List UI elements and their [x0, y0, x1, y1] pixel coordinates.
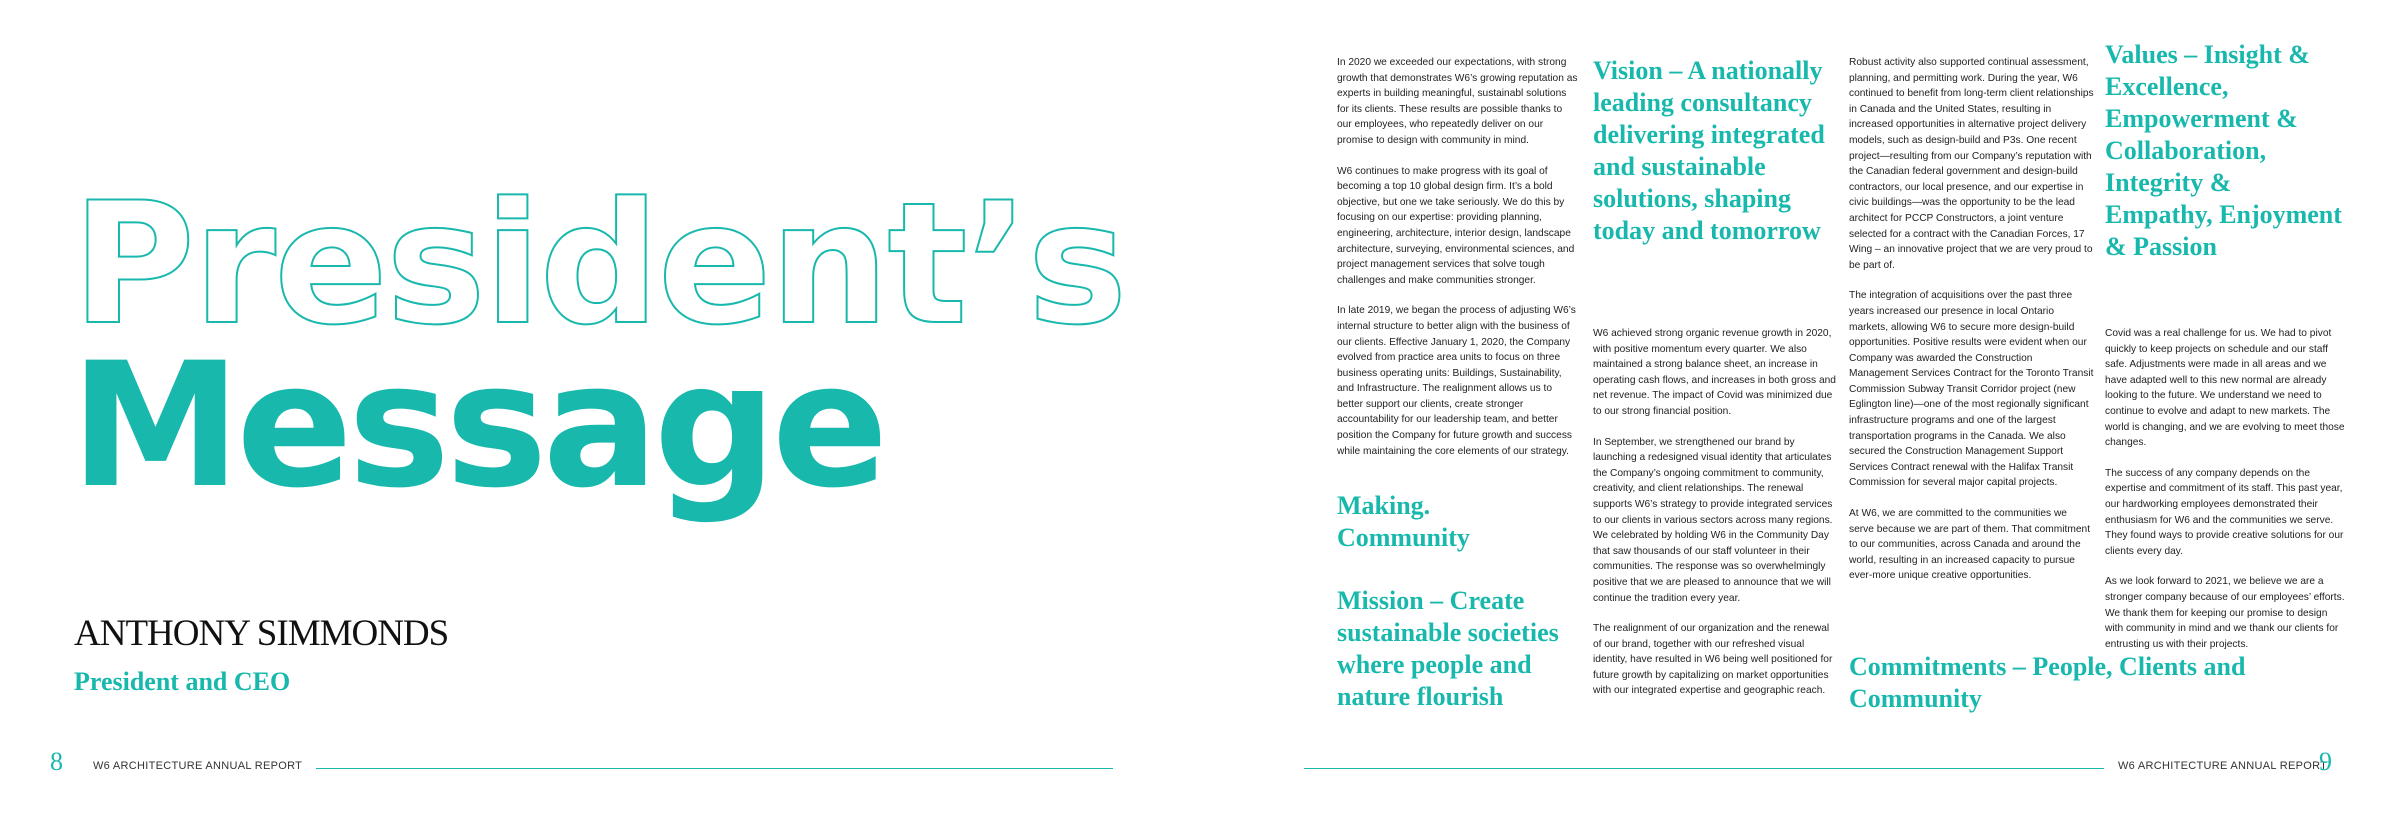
- paragraph: Covid was a real challenge for us. We had to pivot quickly to keep projects on schedule and our staff safe. Adjustments were made in all areas and we have adapted well to this new normal are already looking to the future. We understand we need to continue to evolve and adapt to new markets. The world is changing, and we are evolving to meet those changes.: [2105, 328, 2345, 449]
- page-number-left: 8: [50, 747, 63, 776]
- paragraph: Robust activity also supported continual assessment, planning, and permitting work. During the year, W6 continued to benefit from long-term client relationships in Canada and the United States, resulting in increased opportunities in alternative project delivery models, such as design-build and P3s. One recent project—resulting from our Company’s reputation with the Canadian federal government and design-build contractors, our local presence, and our expertise in civic buildings—was the opportunity to be the lead architect for PCCP Constructors, a joint venture selected for a contract with the Canadian Forces, 17 Wing – an innovative project that we are very proud to be part of.: [1849, 57, 2094, 271]
- author-name: ANTHONY SIMMONDS: [74, 613, 449, 654]
- paragraph: The integration of acquisitions over the past three years increased our presence in local Ontario markets, allowing W6 to secure more design-build opportunities. Positive results were evident when our Company was awarded the Construction Management Services Contract for the Toronto Transit Commission Subway Transit Corridor project (new Eglington line)—one of the most regionally significant infrastructure programs and one of the largest transportation programs in the Canada. We also secured the Construction Management Support Services Contract renewal with the Halifax Transit Commission for several major capital projects.: [1849, 290, 2094, 489]
- footer-label-right: W6 ARCHITECTURE ANNUAL REPORT: [2118, 760, 2328, 772]
- heading-commitments: Commitments – People, Clients and Community: [1849, 652, 2246, 713]
- paragraph: In September, we strengthened our brand by launching a redesigned visual identity that articulates the Company’s ongoing commitment to community, creativity, and client relationships. The renewal supports W6’s strategy to provide integrated services to our clients in various sectors across many regions. We celebrated by holding W6 in the Community Day that saw thousands of our staff volunteer in their communities. The response was so overwhelmingly positive that we are pleased to announce that we will continue the tradition every year.: [1593, 436, 1833, 604]
- paragraph: W6 achieved strong organic revenue growth in 2020, with positive momentum every quarter. We also maintained a strong balance sheet, an increase in operating cash flows, and increases in both gross and net revenue. The impact of Covid was minimized due to our strong financial position.: [1593, 328, 1836, 417]
- heading-vision: Vision – A nationally leading consultancy delivering integrated and sustainable solutions, shaping today and tomorrow: [1593, 56, 1825, 245]
- heading-mission: Mission – Create sustainable societies where people and nature flourish: [1337, 586, 1559, 711]
- column-4: [2105, 326, 2345, 667]
- heading-values: Values – Insight & Excellence, Empowerment & Collaboration, Integrity & Empathy, Enjoyment & Passion: [2105, 40, 2342, 261]
- footer-label-left: W6 ARCHITECTURE ANNUAL REPORT: [93, 760, 303, 772]
- footer-rule-right: [1304, 768, 2104, 769]
- title-solid: Message: [70, 325, 884, 526]
- title-outline: President’s: [72, 166, 1126, 362]
- column-2: [1593, 326, 1838, 714]
- paragraph: At W6, we are committed to the communities we serve because we are part of them. That commitment to our communities, across Canada and around the world, resulting in an increased capacity to pursue ever-more unique creative opportunities.: [1849, 508, 2091, 582]
- paragraph: As we look forward to 2021, we believe we are a stronger company because of our employees’ efforts. We thank them for keeping our promise to design with community in mind and we thank our clients for entrusting us with their projects.: [2105, 576, 2345, 650]
- heading-making-community: Making. Community: [1337, 491, 1470, 552]
- paragraph: The success of any company depends on the expertise and commitment of its staff. This past year, our hardworking employees demonstrated their enthusiasm for W6 and the communities we serve. They found ways to provide creative solutions for our clients every day.: [2105, 467, 2344, 557]
- column-3: [1849, 55, 2094, 599]
- column-1: [1337, 55, 1579, 474]
- paragraph: The realignment of our organization and the renewal of our brand, together with our refreshed visual identity, have resulted in W6 being well positioned for future growth by capitalizing on market opportunities with our integrated expertise and geographic reach.: [1593, 623, 1833, 697]
- paragraph: In late 2019, we began the process of adjusting W6’s internal structure to better align with the business of our clients. Effective January 1, 2020, the Company evolved from practice area units to focus on three business operating units: Buildings, Sustainability, and Infrastructure. The realignment allows us to better support our clients, create stronger accountability for our leadership team, and better position the Company for future growth and success while maintaining the core elements of our strategy.: [1337, 305, 1576, 457]
- paragraph: W6 continues to make progress with its goal of becoming a top 10 global design firm. It’s a bold objective, but one we take seriously. We do this by focusing on our expertise: providing planning, engineering, architecture, interior design, landscape architecture, surveying, environmental sciences, and project management services that solve tough challenges and make communities stronger.: [1337, 165, 1575, 286]
- paragraph: In 2020 we exceeded our expectations, with strong growth that demonstrates W6’s growing reputation as experts in building meaningful, sustainabl solutions for its clients. These results are possible thanks to our employees, who repeatedly deliver on our promise to design with community in mind.: [1337, 57, 1578, 146]
- footer-rule-left: [316, 768, 1113, 769]
- author-role: President and CEO: [74, 667, 291, 696]
- page-number-right: 9: [2319, 747, 2332, 776]
